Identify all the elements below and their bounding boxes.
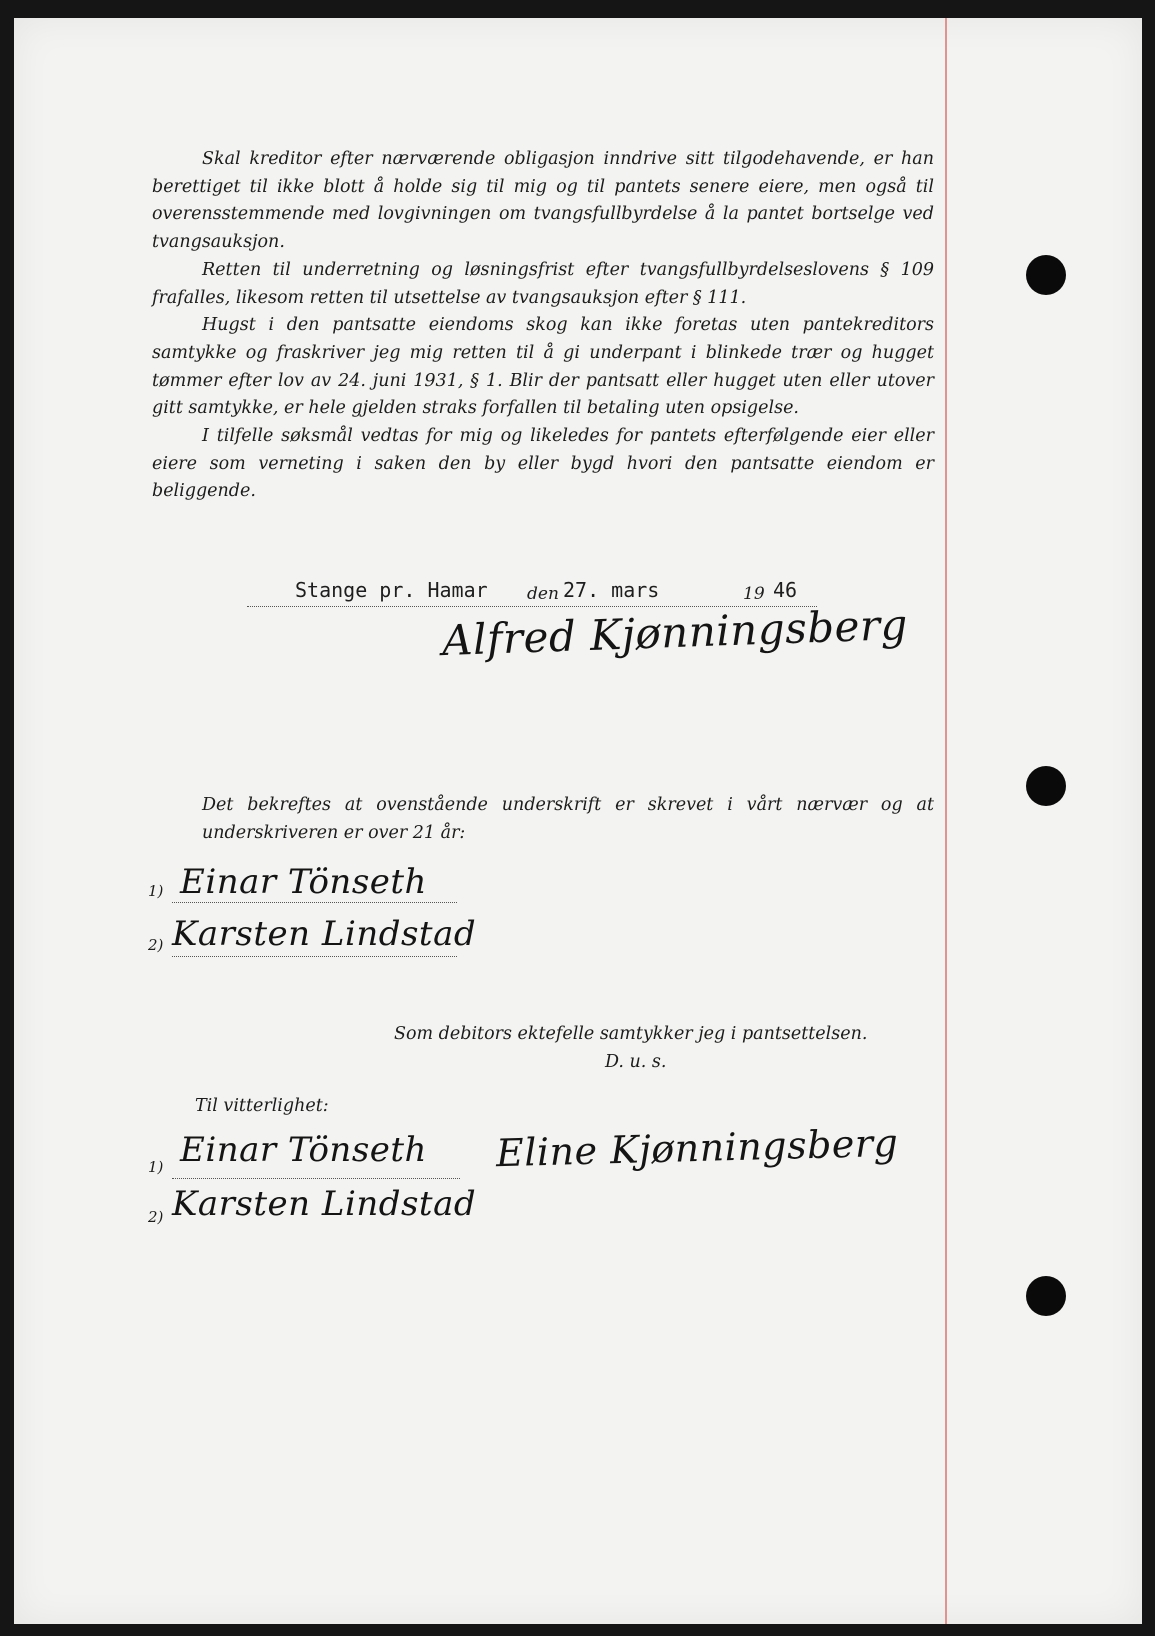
punch-hole-middle	[1026, 766, 1066, 806]
witness-1-number: 1)	[148, 882, 164, 900]
place: Stange pr. Hamar	[295, 578, 488, 602]
document-page	[14, 18, 1142, 1624]
den-label: den	[527, 584, 559, 604]
paragraph-logging: Hugst i den pantsatte eiendoms skog kan ikke foretas uten pantekreditors samtykke og fraskriver jeg mig retten til å gi underpant i blinkede trær og hugget tømmer efter lov av 24. juni 1931, § 1. Blir der pantsatt eller hugget uten eller utover gitt samtykke, er hele gjelden straks forfallen til betaling uten opsigelse.	[152, 315, 934, 419]
confirmation-line-1	[202, 792, 934, 847]
witness-4-number: 2)	[148, 1208, 164, 1226]
witness-1-line	[172, 902, 457, 903]
witness-2-number: 2)	[148, 936, 164, 954]
paragraph-venue: I tilfelle søksmål vedtas for mig og likeledes for pantets efterfølgende eier eller eiere som verneting i saken den by eller bygd hvori den pantsatte eiendom er beliggende.	[152, 426, 934, 502]
punch-hole-top	[1026, 255, 1066, 295]
witness-3-line	[172, 1178, 460, 1179]
confirmation-text: Det bekreftes at ovenstående underskrift er skrevet i vårt nærvær og at underskriveren er over 21 år:	[202, 795, 934, 843]
witness-4-signature: Karsten Lindstad	[172, 1184, 477, 1224]
paragraph-enforcement: Skal kreditor efter nærværende obligasjon inndrive sitt tilgodehavende, er han berettiget til ikke blott å holde sig til mig og til pantets senere eiere, men også til overensstemmende med lovgivningen om tvangsfullbyrdelse å la pantet bortselge ved tvangsauksjon.	[152, 149, 934, 253]
century: 19	[743, 584, 765, 604]
witness-3-number: 1)	[148, 1158, 164, 1176]
year: 46	[773, 578, 798, 602]
witness-1-signature: Einar Tönseth	[180, 862, 427, 902]
paragraph-notice: Retten til underretning og løsningsfrist efter tvangsfullbyrdelseslovens § 109 frafalles, likesom retten til utsettelse av tvangsauksjon efter § 111.	[152, 259, 934, 308]
til-vitterlighet: Til vitterlighet:	[195, 1096, 329, 1116]
witness-2-signature: Karsten Lindstad	[172, 914, 477, 954]
witness-3-signature: Einar Tönseth	[180, 1130, 427, 1170]
punch-hole-bottom	[1026, 1276, 1066, 1316]
debtor-signature: Alfred Kjønningsberg	[441, 599, 909, 666]
date: 27. mars	[563, 578, 660, 602]
terms-text	[152, 146, 934, 506]
margin-rule	[945, 18, 947, 1624]
spouse-consent: Som debitors ektefelle samtykker jeg i pantsettelsen.	[394, 1024, 868, 1044]
place-date-line	[247, 576, 817, 607]
witness-2-line	[172, 956, 457, 957]
dus: D. u. s.	[605, 1052, 667, 1072]
spouse-signature: Eline Kjønningsberg	[495, 1120, 899, 1176]
